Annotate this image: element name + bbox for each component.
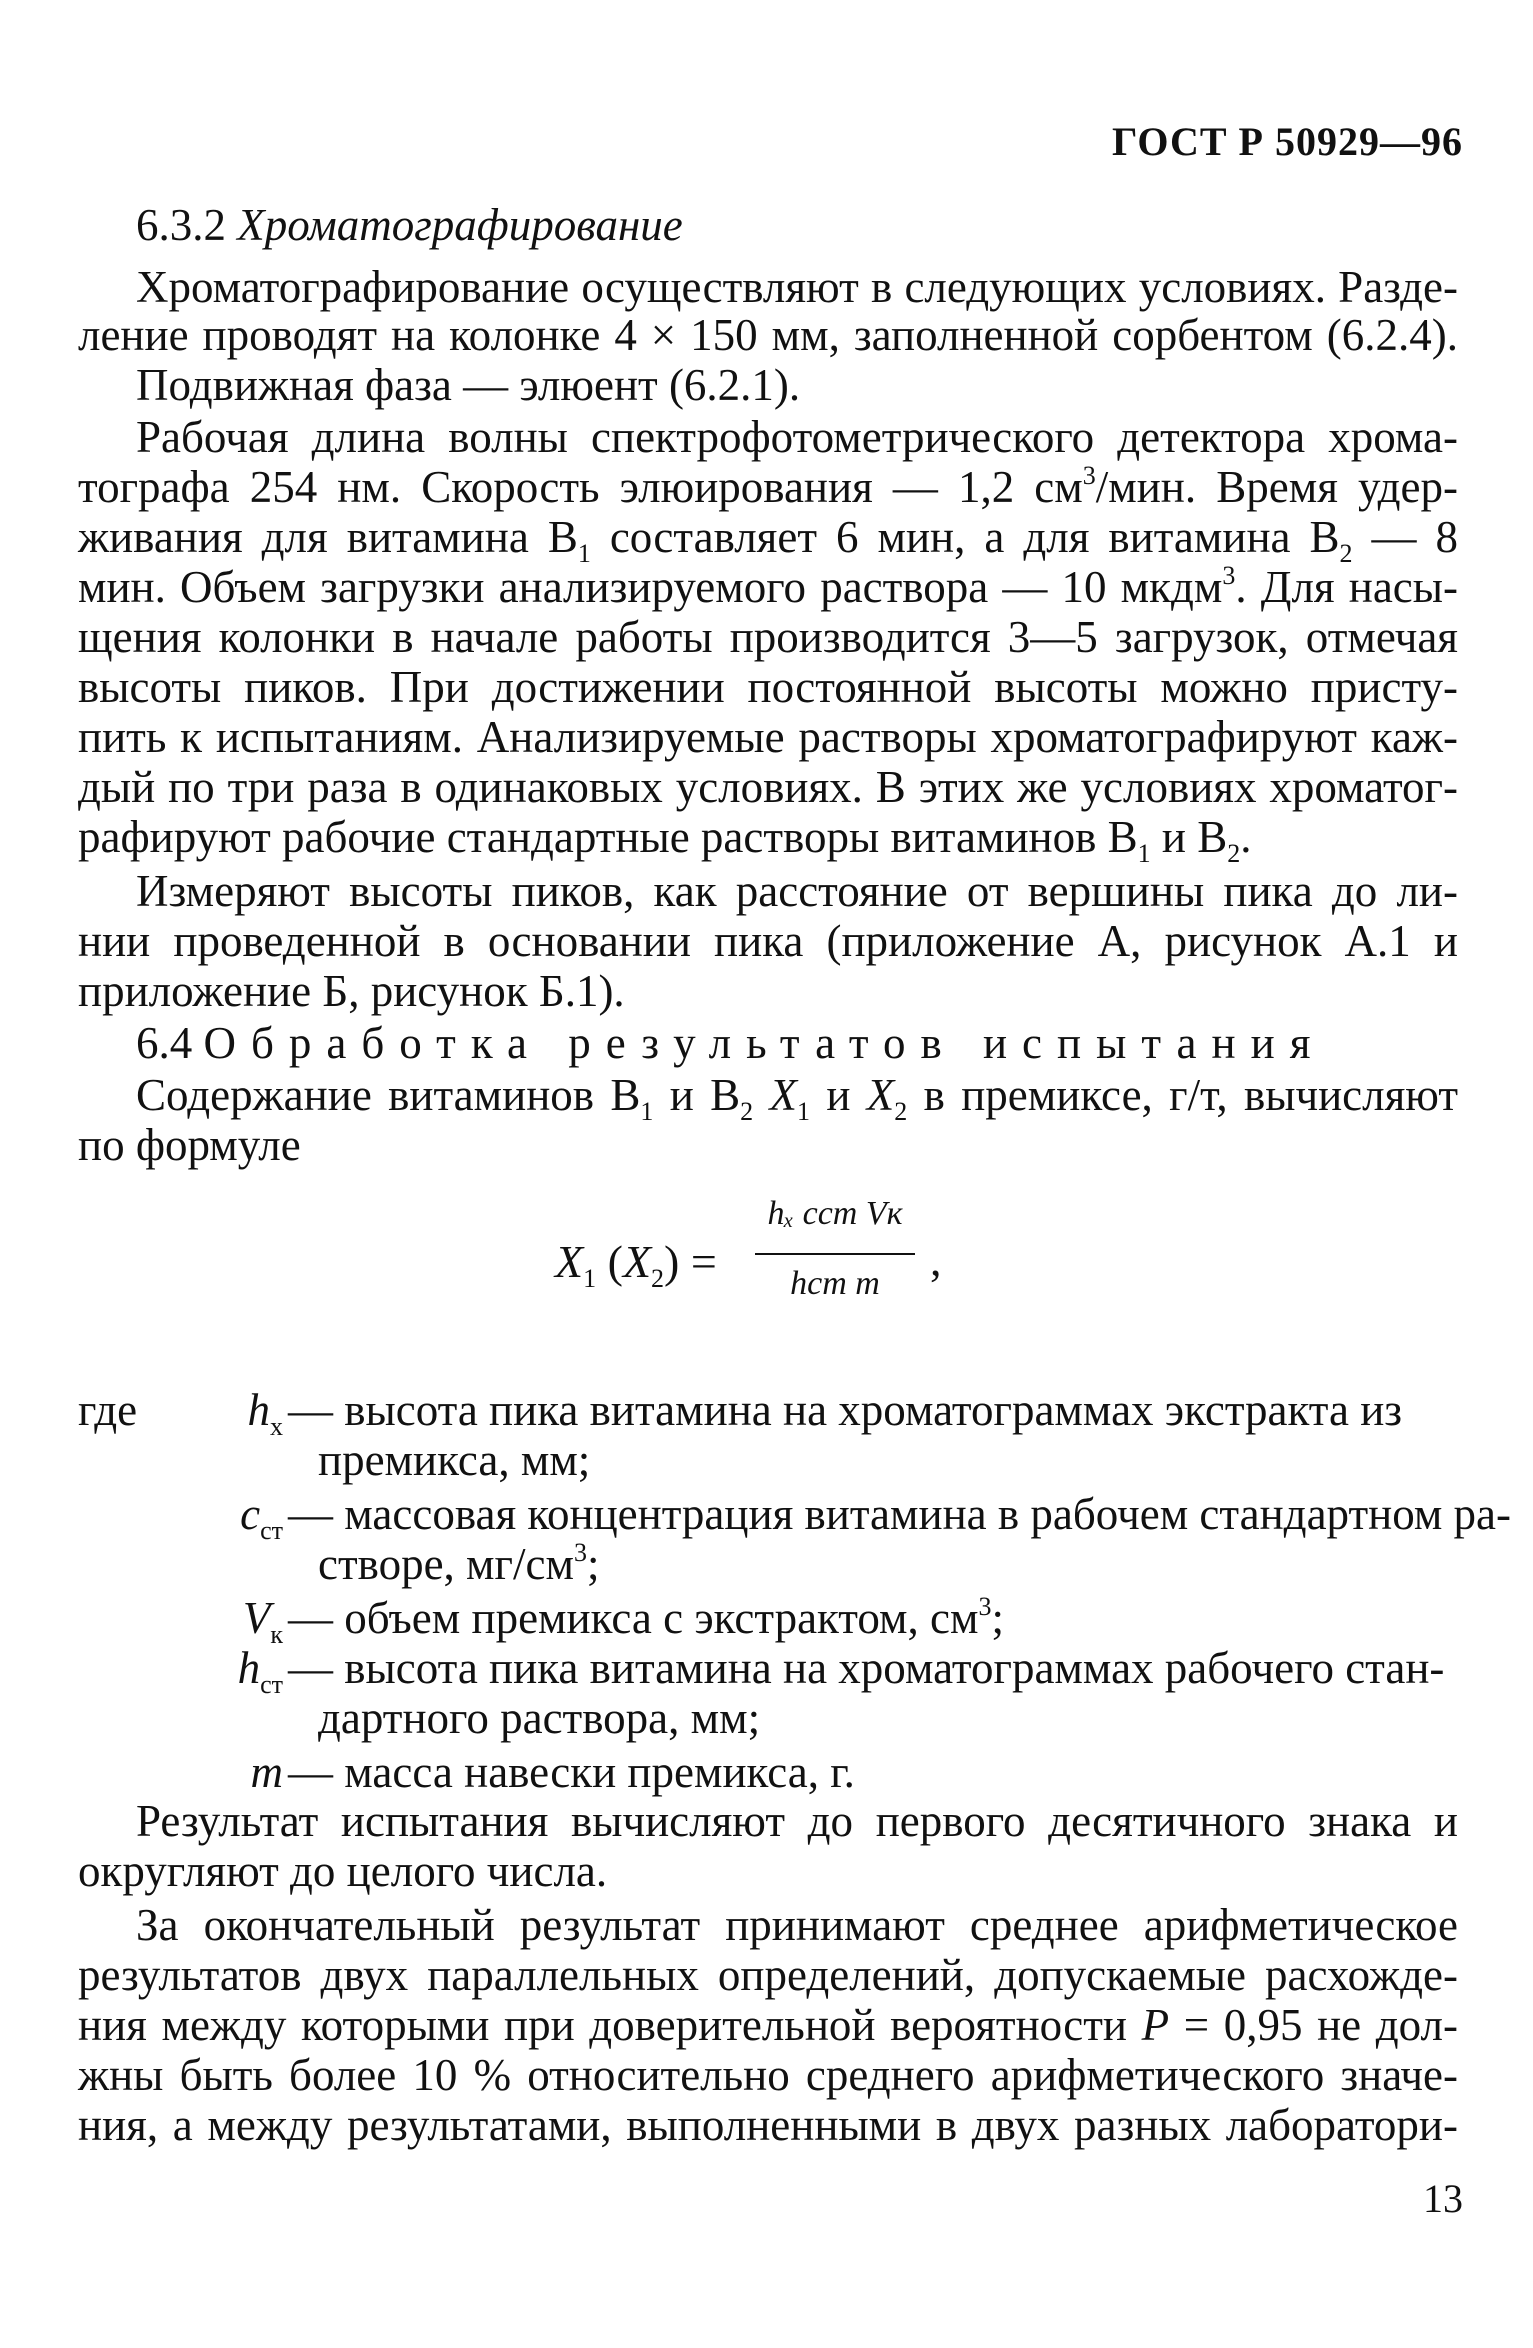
formula bbox=[555, 1195, 955, 1325]
paragraph-line: За окончательный результат принимают среднее арифметическое bbox=[136, 1900, 1458, 1950]
paragraph-line: щения колонки в начале работы производится 3—5 загрузок, отмечая bbox=[78, 612, 1458, 662]
definition-cont: дартного раствора, мм; bbox=[318, 1693, 761, 1743]
paragraph-line: нии проведенной в основании пика (приложение А, рисунок А.1 и bbox=[78, 916, 1458, 966]
paragraph-line: дый по три раза в одинаковых условиях. В этих же условиях хроматог- bbox=[78, 762, 1458, 812]
definition-cont: створе, $мг/см^3$; bbox=[318, 1538, 600, 1589]
formula-denominator: hст m bbox=[790, 1265, 880, 1302]
section-title: Обработка результатов испытания bbox=[203, 1018, 1326, 1068]
paragraph-line: тографа 254 нм. Скорость элюирования — 1,2 $см^3$/мин. Время удер- bbox=[78, 461, 1458, 512]
paragraph-line: по формуле bbox=[78, 1120, 301, 1170]
section-number: 6.3.2 bbox=[136, 200, 226, 250]
formula-lhs: $X_1$ $(X_2)$ = bbox=[555, 1236, 717, 1293]
paragraph-line: мин. Объем загрузки анализируемого раствора — 10 мкдм$^3$. Для насы- bbox=[78, 561, 1458, 612]
paragraph-line: жны быть более 10 % относительно среднего арифметического значе- bbox=[78, 2050, 1458, 2100]
page-number: 13 bbox=[1423, 2176, 1463, 2221]
definition-row: $h_{ст}$ — высота пика витамина на хроматограммах рабочего стан- bbox=[237, 1643, 1445, 1699]
paragraph-line: пить к испытаниям. Анализируемые растворы хроматографируют каж- bbox=[78, 712, 1458, 762]
paragraph-line: Подвижная фаза — элюент (6.2.1). bbox=[136, 360, 801, 410]
paragraph-line: Измеряют высоты пиков, как расстояние от вершины пика до ли- bbox=[136, 866, 1458, 916]
section-title: Хроматографирование bbox=[237, 200, 683, 250]
paragraph-line: ление проводят на колонке 4 × 150 мм, заполненной сорбентом (6.2.4). bbox=[78, 310, 1458, 360]
paragraph-line: ния, а между результатами, выполненными в двух разных лаборатори- bbox=[78, 2100, 1458, 2150]
paragraph-line: результатов двух параллельных определений, допускаемые расхожде- bbox=[78, 1950, 1458, 2000]
paragraph-line: приложение Б, рисунок Б.1). bbox=[78, 966, 625, 1016]
formula-numerator: hₓ cст Vк bbox=[767, 1195, 903, 1232]
definition-row: m — масса навески премикса, г. bbox=[250, 1747, 855, 1797]
formula-comma: , bbox=[930, 1234, 942, 1285]
paragraph-line: рафируют рабочие стандартные растворы витаминов $В_1$ и $В_2$. bbox=[78, 812, 1252, 868]
definition-cont: премикса, мм; bbox=[318, 1435, 591, 1485]
section-heading-632 bbox=[136, 200, 1458, 250]
section-number: 6.4 bbox=[136, 1018, 193, 1068]
standard-header: ГОСТ Р 50929—96 bbox=[1111, 119, 1463, 164]
paragraph-line: округляют до целого числа. bbox=[78, 1846, 608, 1896]
paragraph-line: живания для витамина $В_1$ составляет 6 мин, а для витамина $В_2$ — 8 bbox=[78, 512, 1459, 568]
fraction-bar bbox=[755, 1253, 915, 1255]
paragraph-line: ния между которыми при доверительной вероятности P = 0,95 не дол- bbox=[78, 2000, 1458, 2050]
definition-row: где $h_х$ — высота пика витамина на хроматограммах экстракта из bbox=[78, 1385, 1403, 1441]
section-heading-64 bbox=[136, 1018, 1458, 1068]
paragraph-line: Результат испытания вычисляют до первого десятичного знака и bbox=[136, 1796, 1458, 1846]
paragraph-line: Хроматографирование осуществляют в следующих условиях. Разде- bbox=[136, 262, 1458, 312]
definition-row: $c_{ст}$ — массовая концентрация витамина в рабочем стандартном ра- bbox=[240, 1489, 1512, 1545]
paragraph-line: Рабочая длина волны спектрофотометрического детектора хрома- bbox=[136, 412, 1458, 462]
definition-row: $V_к$ — объем премикса с экстрактом, $см^3$; bbox=[242, 1592, 1004, 1649]
paragraph-line: высоты пиков. При достижении постоянной высоты можно присту- bbox=[78, 662, 1458, 712]
paragraph-line: Содержание витаминов $В_1$ и $В_2$ $X_1$ и $X_2$ в премиксе, г/т, вычисляют bbox=[136, 1070, 1458, 1126]
